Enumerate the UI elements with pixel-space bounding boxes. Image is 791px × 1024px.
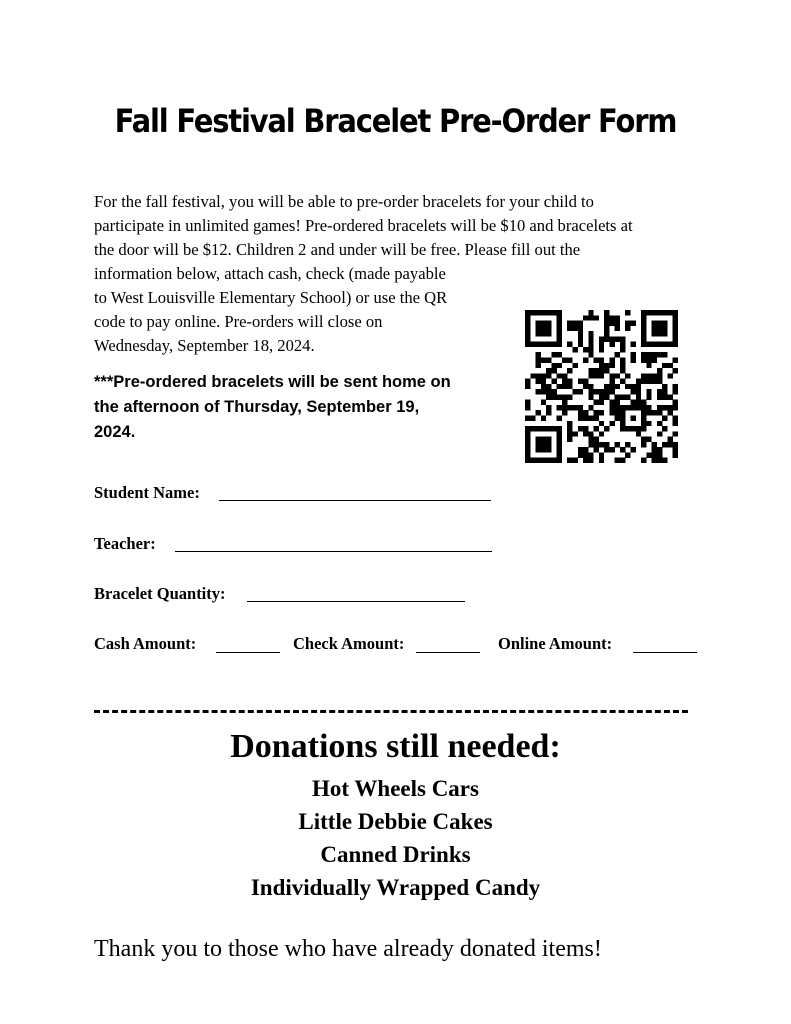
cut-line-divider — [94, 698, 688, 713]
teacher-label: Teacher: — [94, 534, 156, 553]
check-amount-blank[interactable] — [416, 652, 480, 653]
bracelet-quantity-blank[interactable] — [247, 601, 465, 602]
intro-paragraph — [94, 190, 714, 262]
intro-line: Wednesday, September 18, 2024. — [94, 336, 315, 355]
notice-line: the afternoon of Thursday, September 19, — [94, 398, 420, 416]
intro-line: to West Louisville Elementary School) or use the QR — [94, 288, 448, 307]
student-name-label: Student Name: — [94, 483, 200, 502]
intro-line: For the fall festival, you will be able to pre-order bracelets for your child to — [94, 192, 594, 211]
donations-heading: Donations still needed: — [230, 728, 561, 765]
student-name-blank[interactable] — [219, 500, 491, 501]
donation-item: Canned Drinks — [320, 842, 471, 867]
check-amount-label: Check Amount: — [293, 634, 405, 653]
notice-line: 2024. — [94, 423, 136, 441]
teacher-blank[interactable] — [175, 551, 492, 552]
donation-item: Little Debbie Cakes — [298, 809, 493, 834]
thank-you-note: Thank you to those who have already donated items! — [94, 936, 602, 962]
donation-item: Individually Wrapped Candy — [250, 875, 541, 900]
intro-line: code to pay online. Pre-orders will close on — [94, 312, 383, 331]
donation-list — [0, 772, 791, 904]
intro-line: participate in unlimited games! Pre-ordered bracelets will be $10 and bracelets at — [94, 216, 633, 235]
page-title: Fall Festival Bracelet Pre-Order Form — [114, 102, 677, 140]
online-amount-blank[interactable] — [633, 652, 697, 653]
intro-line: information below, attach cash, check (made payable — [94, 264, 446, 283]
donation-item: Hot Wheels Cars — [312, 776, 479, 801]
cash-amount-blank[interactable] — [216, 652, 280, 653]
intro-paragraph-continued — [94, 262, 514, 358]
pickup-notice — [94, 370, 514, 445]
cash-amount-label: Cash Amount: — [94, 634, 197, 653]
bracelet-quantity-label: Bracelet Quantity: — [94, 584, 226, 603]
online-amount-label: Online Amount: — [498, 634, 613, 653]
notice-line: ***Pre-ordered bracelets will be sent home on — [94, 373, 451, 391]
intro-line: the door will be $12. Children 2 and under will be free. Please fill out the — [94, 240, 581, 259]
qr-code-icon[interactable] — [525, 310, 678, 463]
